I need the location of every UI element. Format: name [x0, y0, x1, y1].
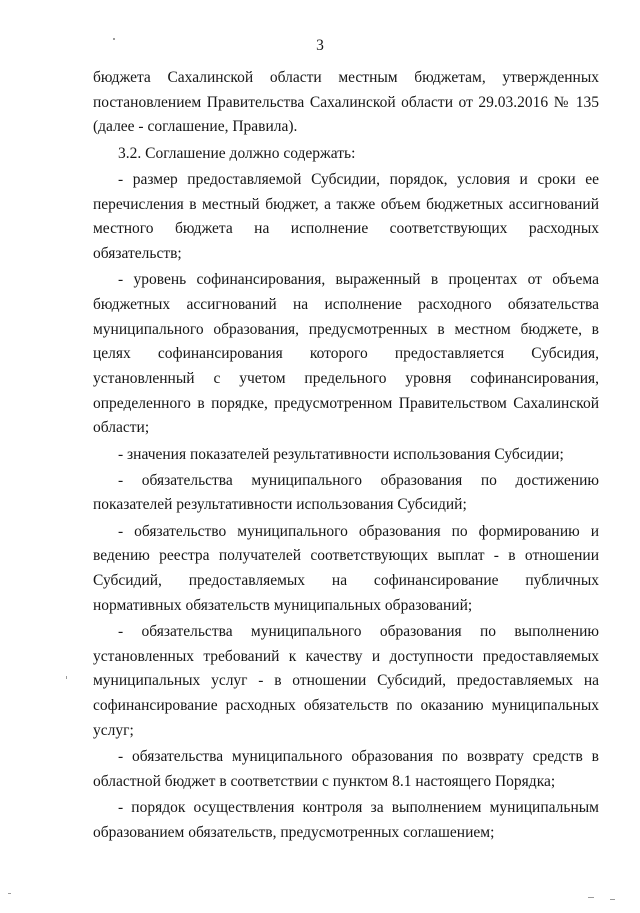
- paragraph-section-3-2: 3.2. Соглашение должно содержать:: [118, 144, 356, 162]
- list-item-indicator-obligations: - обязательства муниципального образования по достижению показателей результативности использования Субсидий;: [93, 471, 599, 514]
- list-item-service-quality-obligations: - обязательства муниципального образования по выполнению установленных требований к качеству и доступности предоставляемых муниципальных услуг - в отношении Субсидий, предоставляемых на софинансирование расходных обязательств по оказанию муниципальных услуг;: [93, 622, 599, 739]
- scan-speck: [588, 897, 594, 898]
- page-number: 3: [316, 37, 324, 54]
- paragraph-continuation: бюджета Сахалинской области местным бюджетам, утвержденных постановлением Правительства Сахалинской области от 29.03.2016 № 135 (далее - соглашение, Правила).: [93, 69, 599, 136]
- scan-speck: [610, 899, 615, 900]
- list-item-registry-obligation: - обязательство муниципального образования по формированию и ведению реестра получателей соответствующих выплат - в отношении Субсидий, предоставляемых на софинансирование публичных нормативных обязательств муниципальных образований;: [93, 522, 599, 614]
- list-item-control-procedure: - порядок осуществления контроля за выполнением муниципальным образованием обязательств, предусмотренных соглашением;: [93, 798, 599, 841]
- scan-speck: [113, 38, 115, 40]
- list-item-subsidy-amount: - размер предоставляемой Субсидии, порядок, условия и сроки ее перечисления в местный бюджет, а также объем бюджетных ассигнований местного бюджета на исполнение соответствующих расходных обязательств;: [93, 170, 599, 262]
- list-item-cofinancing-level: - уровень софинансирования, выраженный в процентах от объема бюджетных ассигнований на исполнение расходного обязательства муниципального образования, предусмотренных в местном бюджете, в целях софинансирования которого предоставляется Субсидия, установленный с учетом предельного уровня софинансирования, определенного в порядке, предусмотренном Правительством Сахалинской области;: [93, 271, 599, 437]
- list-item-refund-obligations: - обязательства муниципального образования по возврату средств в областной бюджет в соответствии с пунктом 8.1 настоящего Порядка;: [93, 747, 599, 790]
- list-item-performance-indicators: - значения показателей результативности использования Субсидии;: [118, 445, 564, 463]
- document-body: [93, 66, 599, 847]
- scan-speck: [8, 893, 11, 894]
- scan-speck: [66, 676, 67, 679]
